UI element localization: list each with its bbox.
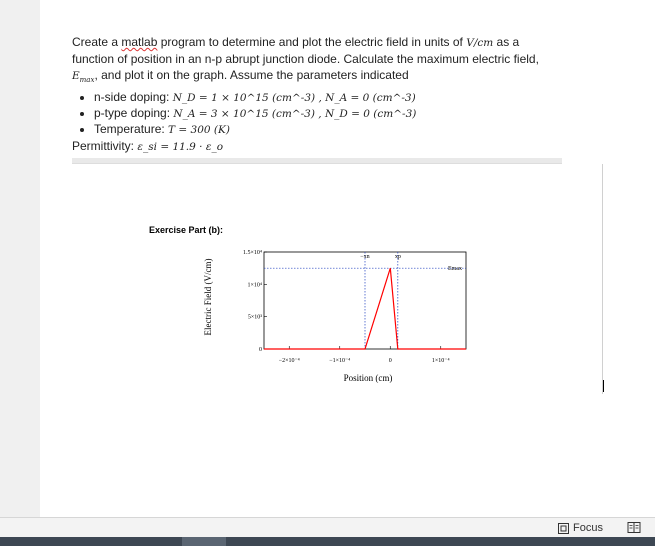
problem-line-2: function of position in an n-p abrupt junction diode. Calculate the maximum electric field, — [72, 52, 539, 66]
focus-label: Focus — [573, 522, 603, 534]
permittivity-math: ε_si = 11.9 · ε_o — [137, 141, 224, 154]
bullet-math: N_D = 1 × 10^15 (cm^-3) , N_A = 0 (cm^-3) — [172, 92, 416, 105]
y-tick-label: 0 — [259, 347, 262, 353]
x-tick-label: −1×10⁻⁴ — [329, 358, 351, 364]
emax-symbol: $E_{max}$ — [72, 70, 95, 85]
permittivity-label: Permittivity: — [72, 139, 138, 154]
guide-lines — [264, 252, 466, 349]
intro-text: Create a — [72, 35, 122, 49]
x-tick-label: −2×10⁻⁴ — [278, 358, 300, 364]
read-mode-icon[interactable] — [627, 521, 641, 534]
x-axis-label: Position (cm) — [343, 373, 393, 383]
intro-text-continued: program to determine and plot the electric field in units of — [157, 35, 463, 49]
misspelled-word[interactable]: matlab — [121, 35, 158, 49]
bullet-label: n-side doping: — [94, 90, 173, 105]
taskbar — [0, 537, 655, 546]
y-tick-label: 1.5×10⁴ — [243, 250, 262, 256]
status-bar — [0, 517, 655, 538]
line3-text: , and plot it on the graph. Assume the parameters indicated — [94, 68, 409, 82]
x-tick-label: 0 — [388, 358, 392, 364]
focus-button[interactable] — [553, 520, 607, 536]
figure-heading: Exercise Part (b): — [149, 225, 224, 235]
taskbar-active-item[interactable] — [182, 537, 226, 546]
xn-marker-label: −xn — [360, 254, 370, 260]
y-axis-label: Electric Field (V/cm) — [203, 258, 213, 336]
xp-marker-label: xp — [394, 254, 401, 260]
x-tick-label: 1×10⁻⁴ — [431, 358, 450, 364]
text-cursor — [603, 380, 604, 392]
emax-label: Emax — [448, 266, 462, 273]
bullet-math: T = 300 (K) — [168, 124, 230, 137]
as-a-text: as a — [493, 35, 520, 49]
y-tick-label: 1×10⁴ — [247, 282, 262, 289]
bullet-math: N_A = 3 × 10^15 (cm^-3) , N_D = 0 (cm^-3) — [173, 108, 417, 121]
focus-icon — [557, 522, 570, 535]
y-ticks — [243, 250, 267, 353]
bullet-label: Temperature: — [94, 122, 169, 137]
y-tick-label: 5×10³ — [247, 314, 262, 321]
unit-vcm: V/cm — [466, 37, 494, 49]
bullet-label: p-type doping: — [94, 106, 174, 121]
